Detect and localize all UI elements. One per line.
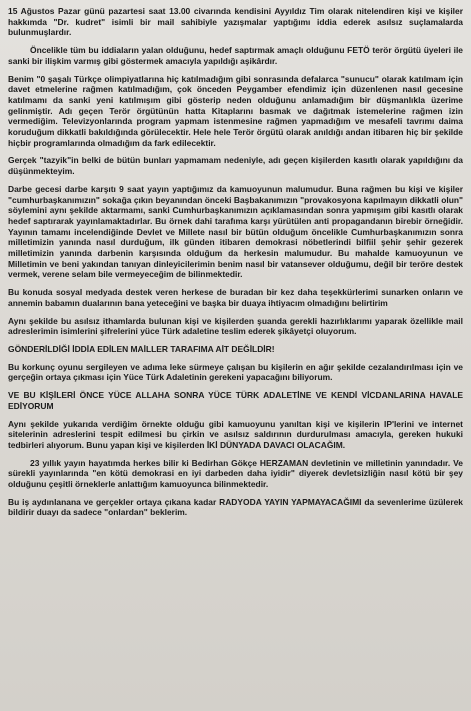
- paragraph-refer: VE BU KİŞİLERİ ÖNCE YÜCE ALLAHA SONRA YÜCE TÜRK ADALETİNE VE KENDİ VİCDANLARINA HAVALE EDİYORUM: [8, 390, 463, 411]
- paragraph-thanks: Bu konuda sosyal medyada destek veren herkese de buradan bir kez daha teşekkürlerimi sunarken onların ve annemin babamın dualarının bana yeteceğini ve başka bir duaya ihtiyacım olmadığını belirtirim: [8, 287, 463, 308]
- paragraph-justice: Bu korkunç oyunu sergileyen ve adıma leke sürmeye çalışan bu kişilerin en ağır şekilde cezalandırılması için ve gerçeğin ortaya çıkması için Yüce Türk Adaletinin gerekeni yapacağını biliyorum.: [8, 361, 463, 383]
- paragraph-olympiad: Benim "0 şaşalı Türkçe olimpiyatlarına hiç katılmadığım gibi sonrasında defalarca "sunucu" olarak katılmam için davet etmelerine rağmen katılmadığım, çok önceden Peygamber efendimiz için düzenlenen nasıl gecesine katılmamı da sanki yeni katılmışım gibi gösterip neden olduğunu anlamadığım bir düşmanlıkla üzerime gelinmiştir. Adı geçen Terör örgütünün hatta Kitaplarını basmak ve dağıtmak istemelerine rağmen izin vermediğim. Televizyonlarında program yapmam istenmesine rağmen yapmadığım ve mesafeli tavrımı daima koruduğum dikkatli bakıldığında görülecektir. Hele hele Terör örgütü olarak anıldığı andan itibaren hiç bir şekilde hiçbir programlarında olmadığım da fark edilecektir.: [8, 73, 463, 148]
- paragraph-intro: 15 Ağustos Pazar günü pazartesi saat 13.00 civarında kendisini Ayyıldız Tim olarak nitelendiren kişi ve kişiler hakkımda "Dr. kudret" isimli bir mail sahibiyle yazışmalar yaptığımı iddia ederek asılsız suçlamalarda bulunmuşlardır.: [8, 6, 463, 38]
- paragraph-complaint: Aynı şekilde bu asılsız ithamlarda bulunan kişi ve kişilerden şuanda gerekli hazırlıklarımı yaparak özellikle mail adreslerimin isimlerini şifrelerini yüce Türk adaletine teslim ederek şikâyetçi oluyorum.: [8, 315, 463, 337]
- paragraph-pressure: Gerçek "tazyik"in belki de bütün bunları yapmamam nedeniyle, adı geçen kişilerden kasıtlı olarak yapıldığını da düşünmekteyim.: [8, 155, 463, 177]
- paragraph-mail-denial: GÖNDERİLDİĞİ İDDİA EDİLEN MAİLLER TARAFIMA AİT DEĞİLDİR!: [8, 343, 275, 354]
- paragraph-career: 23 yıllık yayın hayatımda herkes bilir ki Bedirhan Gökçe HERZAMAN devletinin ve milletinin yanındadır. Ve sürekli yayınlarında "en kötü demokrasi en iyi darbeden daha iyidir" diyerek devletsizliğin nasıl kötü bir şey olduğunu çeşitli örneklerle anlattığım kamuoyunca bilinmektedir.: [8, 457, 463, 490]
- paragraph-coup-night: Darbe gecesi darbe karşıtı 9 saat yayın yaptığımız da kamuoyunun malumudur. Buna rağmen bu kişi ve kişiler "cumhurbaşkanımızın" sokağa çıkın beyanından önceki Başbakanımızın "provakosyona kapılmayın dikkatli olun" söylemini aynı şekilde aktarmamı, sanki Cumhurbaşkanımızın açıklamasından sonra yapmışım gibi kasıtlı olarak hedef saptırarak yayınlamaktadırlar. Bu örnek dahi tarafıma karşı yürütülen anti propagandanın birebir örneğidir. Yayının tamamı incelendiğinde Devlet ve Millete nasıl bir bütün olduğum öncelikle Cumhurbaşkanımızın sonra milletimizin yanında nasıl durduğum, ilk günden itibaren demokrasi nöbetlerindi bilfiil şehir şehir gezerek milletimizin yanında darbenin karşısında olduğum da herkesin malumudur. Bu mahalde kamuoyunun ve Milletimin ve beni yakından tanıyan dinleyicilerimin benim nasıl bir vatansever olduğumu, değil bir teröre destek vermek, verene selam bile vermeyeceğim de bilinmektedir.: [8, 183, 463, 280]
- paragraph-denial: Öncelikle tüm bu iddiaların yalan olduğunu, hedef saptırmak amaçlı olduğunu FETÖ terör örgütü üyeleri ile sanki bir ilişkim varmış gibi göstermek amacıyla yapıldığı aşikârdır.: [8, 45, 463, 66]
- paragraph-legal-action: Aynı şekilde yukarıda verdiğim örnekte olduğu gibi kamuoyunu yanıltan kişi ve kişilerin IP'lerini ve internet sitelerinin adreslerini tespit edilmesi bu çirkin ve asılsız saldırının durdurulması amacıyla, gereken hukuki tedbirleri alıyorum. Bunu yapan kişi ve kişilerden İKİ DÜNYADA DAVACI OLACAĞIM.: [8, 418, 463, 450]
- paragraph-closing: Bu iş aydınlanana ve gerçekler ortaya çıkana kadar RADYODA YAYIN YAPMAYACAĞIMI da sevenlerime üzülerek bildirir duayı da sadece "onlardan" beklerim.: [8, 496, 463, 518]
- document-body: [8, 6, 463, 525]
